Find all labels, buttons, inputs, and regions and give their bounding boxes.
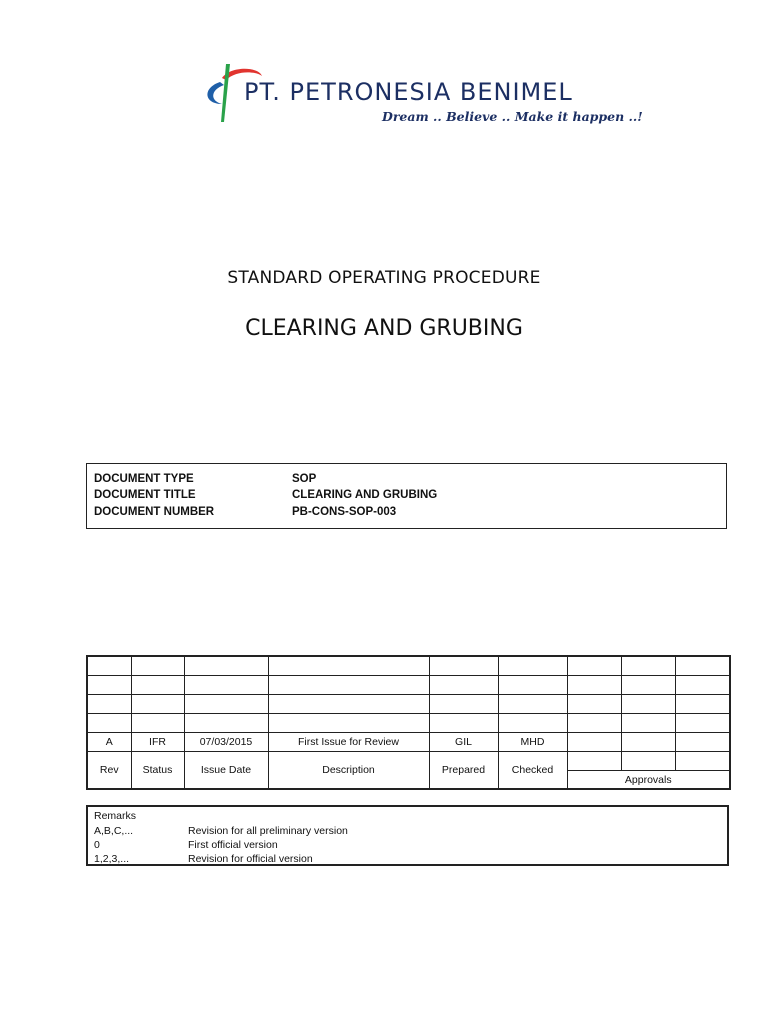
rev-header: Rev	[87, 752, 131, 790]
document-number-label: DOCUMENT NUMBER	[94, 506, 215, 518]
remark-text: Revision for all preliminary version	[188, 825, 348, 837]
revision-row-entry	[87, 733, 730, 752]
document-type-label: DOCUMENT TYPE	[94, 473, 194, 485]
prepared-cell: GIL	[429, 733, 498, 752]
document-title-label: DOCUMENT TITLE	[94, 489, 196, 501]
status-header: Status	[131, 752, 184, 790]
revision-row-empty	[87, 676, 730, 695]
company-name: PT. PETRONESIA BENIMEL	[244, 78, 573, 106]
revision-row-empty	[87, 714, 730, 733]
remark-text: Revision for official version	[188, 853, 313, 865]
document-type-value: SOP	[292, 473, 317, 485]
rev-cell: A	[87, 733, 131, 752]
company-logo	[200, 58, 643, 138]
revision-table	[86, 655, 731, 790]
revision-row-empty	[87, 656, 730, 676]
remark-text: First official version	[188, 839, 278, 851]
remark-code: 0	[94, 839, 100, 851]
revision-header-row	[87, 752, 730, 771]
document-title-heading: CLEARING AND GRUBING	[245, 316, 523, 341]
description-cell: First Issue for Review	[268, 733, 429, 752]
revision-row-empty	[87, 695, 730, 714]
remark-code: 1,2,3,...	[94, 853, 130, 865]
remarks-box	[86, 805, 729, 866]
description-header: Description	[268, 752, 429, 790]
company-tagline: Dream .. Believe .. Make it happen ..!	[382, 109, 643, 124]
document-number-value: PB-CONS-SOP-003	[292, 506, 397, 518]
issue-date-cell: 07/03/2015	[184, 733, 268, 752]
document-kind-heading: STANDARD OPERATING PROCEDURE	[227, 268, 541, 288]
issue-date-header: Issue Date	[184, 752, 268, 790]
document-info-box	[86, 463, 727, 529]
remarks-title: Remarks	[94, 810, 137, 822]
prepared-header: Prepared	[429, 752, 498, 790]
remark-code: A,B,C,...	[94, 825, 134, 837]
document-title-value: CLEARING AND GRUBING	[292, 489, 438, 501]
approvals-header: Approvals	[567, 771, 730, 790]
checked-cell: MHD	[498, 733, 567, 752]
checked-header: Checked	[498, 752, 567, 790]
status-cell: IFR	[131, 733, 184, 752]
